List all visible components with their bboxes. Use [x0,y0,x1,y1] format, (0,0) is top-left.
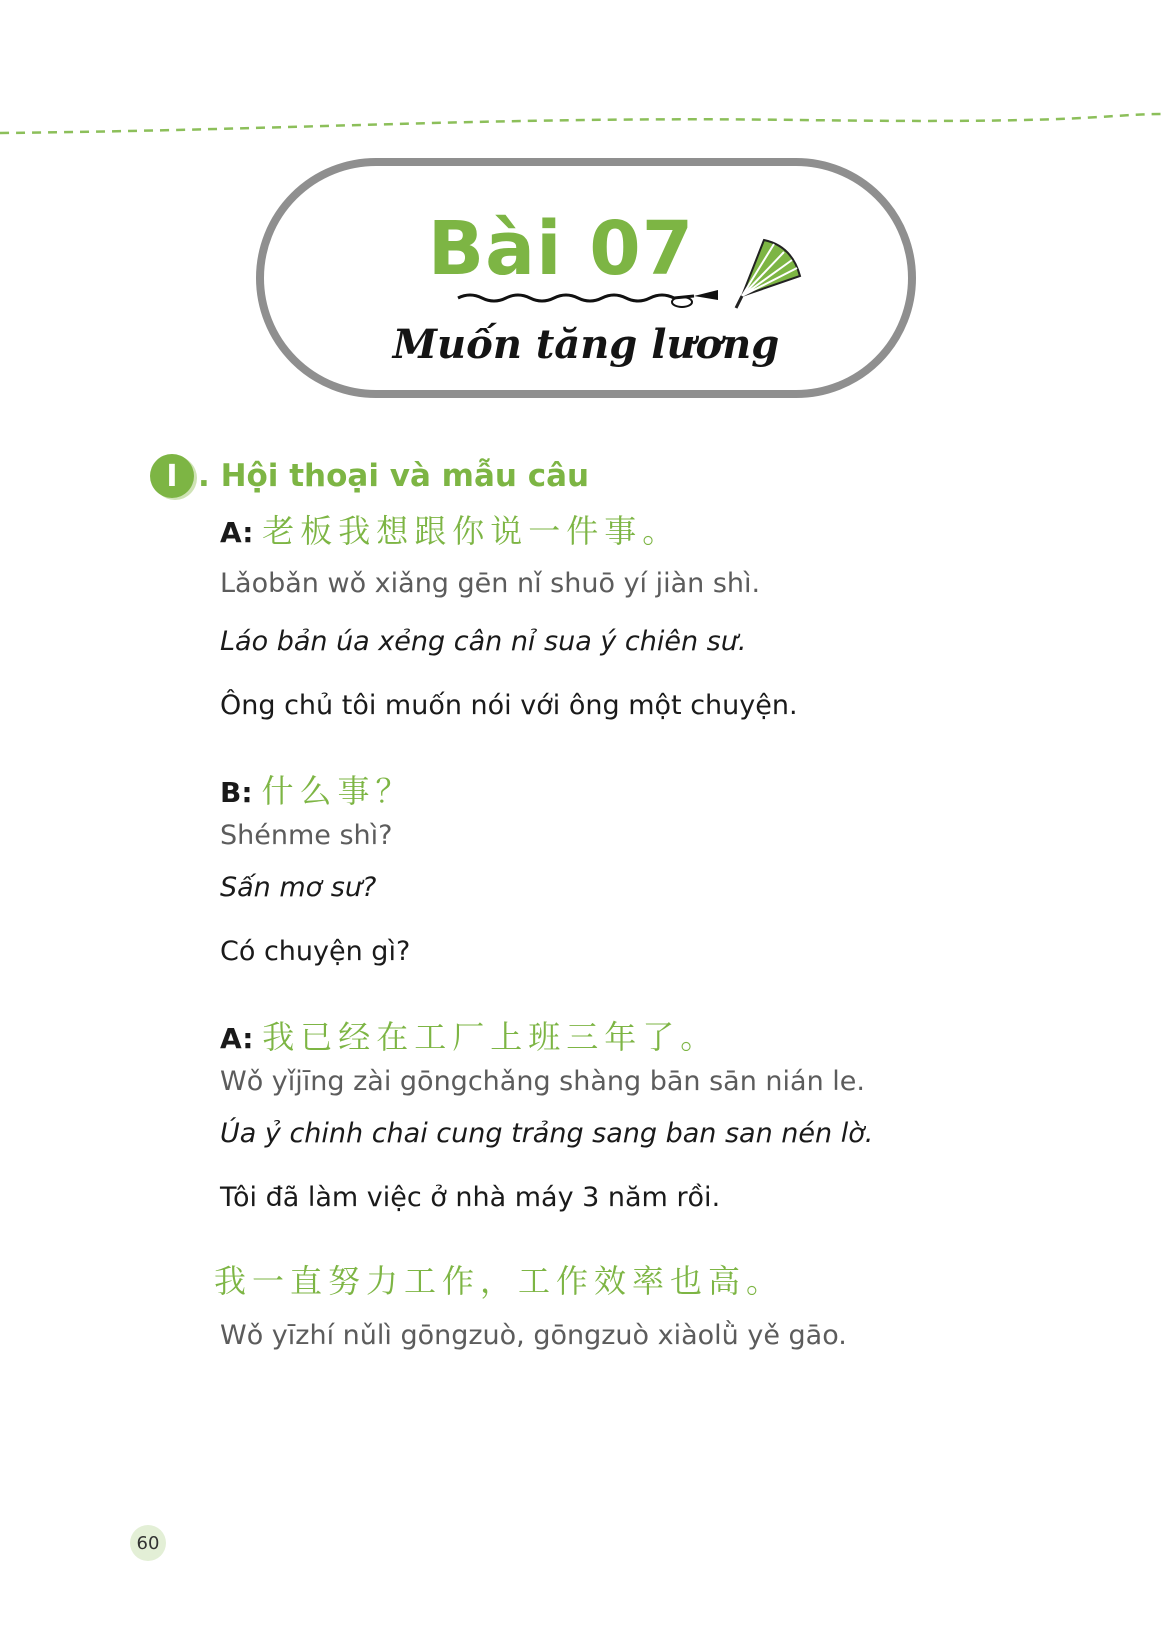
translation-text: Ông chủ tôi muốn nói với ông một chuyện. [220,690,798,721]
speaker-label: A: [220,516,254,549]
phonetic-text: Láo bản úa xẻng cân nỉ sua ý chiên sư. [220,626,747,657]
pinyin-text: Wǒ yǐjīng zài gōngchǎng shàng bān sān nián le. [220,1066,865,1097]
hanzi-text: 我一直努力工作，工作效率也高。 [214,1262,785,1300]
pinyin-text: Shénme shì? [220,820,393,851]
translation-text: Có chuyện gì? [220,936,411,967]
dashed-divider [0,108,1166,138]
lesson-title-frame [256,158,916,398]
hanzi-text: 什么事？ [261,772,414,810]
section-title: . Hội thoại và mẫu câu [198,458,590,494]
section-heading [150,450,589,502]
section-number-badge: I [150,454,194,498]
hanzi-text: 我已经在工厂上班三年了。 [262,1018,719,1056]
hanzi-text: 老板我想跟你说一件事。 [262,512,681,550]
speaker-label: A: [220,1022,254,1055]
brush-squiggle-icon [456,288,726,316]
fan-icon [734,236,804,316]
dialogue-hanzi-line [220,766,413,812]
lesson-subtitle: Muốn tăng lương [392,321,780,368]
translation-text: Tôi đã làm việc ở nhà máy 3 năm rồi. [220,1182,721,1213]
dialogue-hanzi-line [220,506,680,552]
page-number: 60 [130,1525,166,1561]
speaker-label: B: [220,776,253,809]
lesson-title: Bài 07 [427,206,695,292]
dialogue-hanzi-line [220,1012,718,1058]
pinyin-text: Lǎobǎn wǒ xiǎng gēn nǐ shuō yí jiàn shì. [220,568,761,599]
phonetic-text: Sấn mơ sư? [220,872,377,903]
phonetic-text: Úa ỷ chinh chai cung trảng sang ban san nén lờ. [220,1118,874,1149]
pinyin-text: Wǒ yīzhí nǔlì gōngzuò, gōngzuò xiàolǜ yě gāo. [220,1320,847,1351]
